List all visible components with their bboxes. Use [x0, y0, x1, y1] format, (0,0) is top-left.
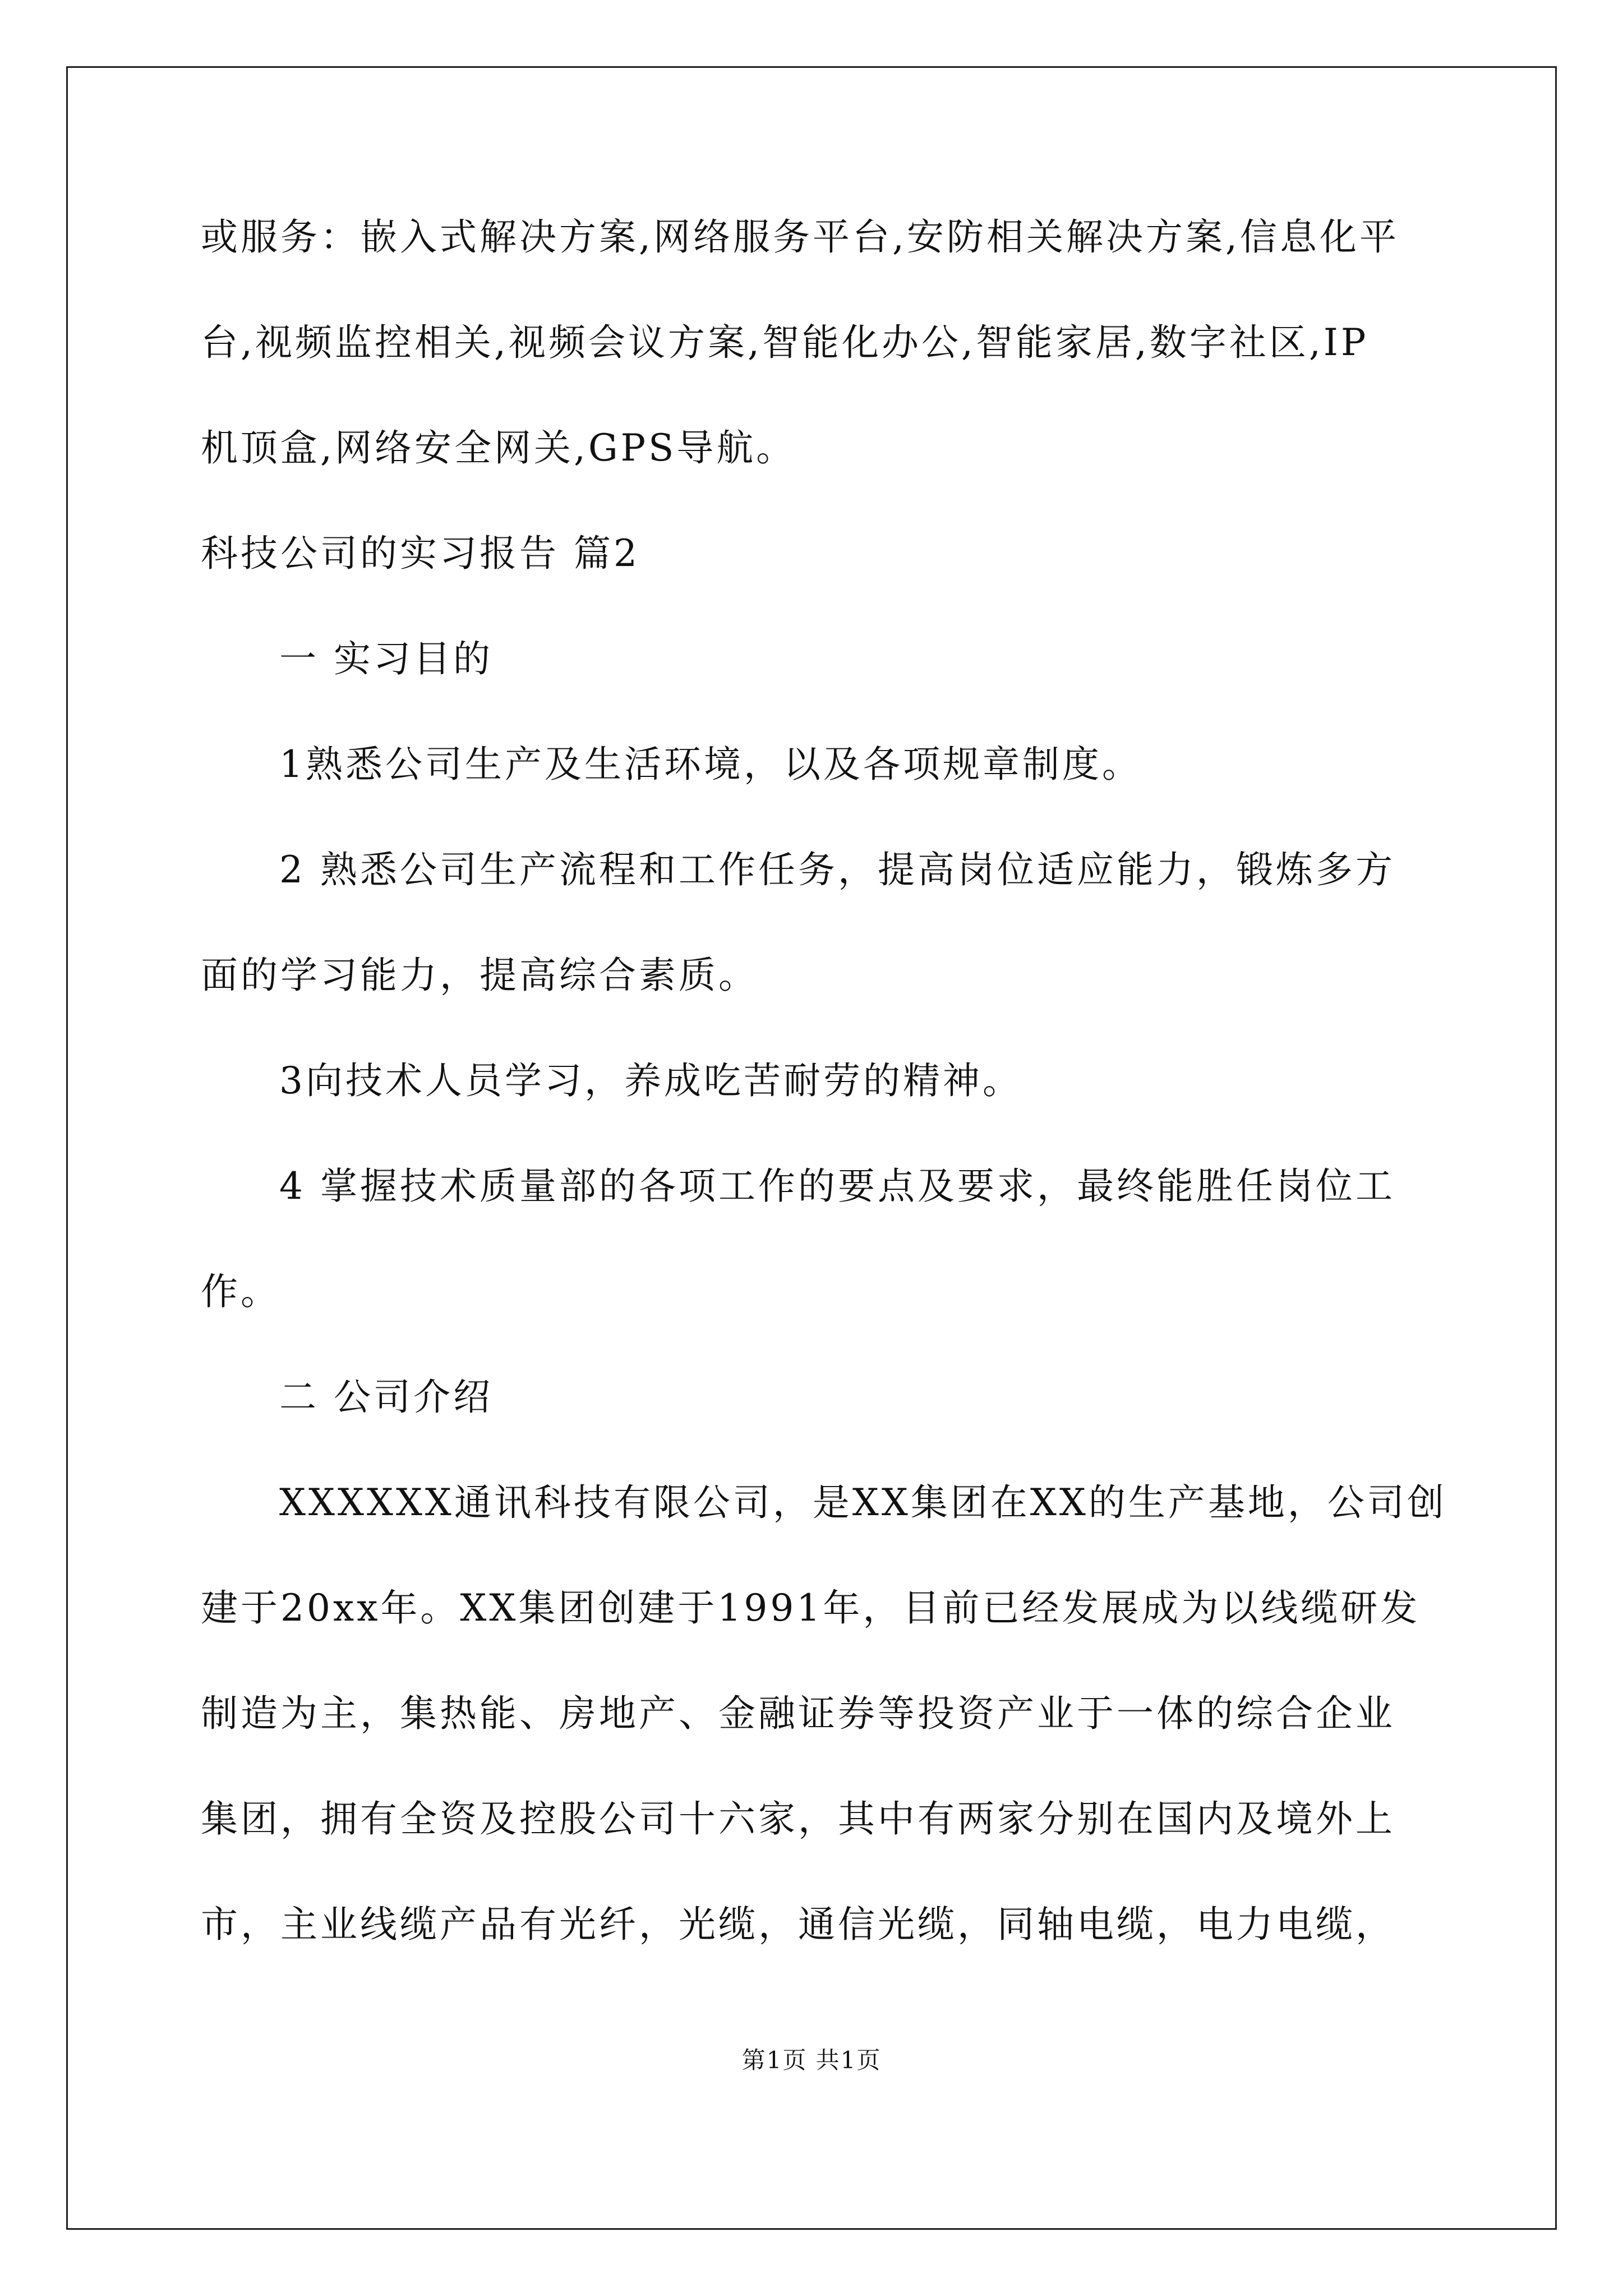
subheading-internship-purpose: 一 实习目的	[279, 637, 493, 680]
text-line-intro-4: 集团，拥有全资及控股公司十六家，其中有两家分别在国内及境外上	[201, 1797, 1395, 1841]
text-line-intro-1: XXXXXX通讯科技有限公司，是XX集团在XX的生产基地，公司创	[279, 1481, 1447, 1524]
subheading-company-intro: 二 公司介绍	[279, 1375, 493, 1419]
text-line-3: 机顶盒,网络安全网关,GPS导航。	[201, 426, 796, 470]
text-line-item-2: 2 熟悉公司生产流程和工作任务，提高岗位适应能力，锻炼多方	[279, 848, 1395, 891]
text-line-1: 或服务：嵌入式解决方案,网络服务平台,安防相关解决方案,信息化平	[201, 215, 1399, 259]
text-line-item-3: 3向技术人员学习，养成吃苦耐劳的精神。	[279, 1059, 1022, 1102]
text-line-item-1: 1熟悉公司生产及生活环境，以及各项规章制度。	[279, 743, 1142, 786]
text-line-intro-3: 制造为主，集热能、房地产、金融证券等投资产业于一体的综合企业	[201, 1692, 1395, 1735]
text-line-item-4: 4 掌握技术质量部的各项工作的要点及要求，最终能胜任岗位工	[279, 1165, 1395, 1208]
text-line-intro-5: 市，主业线缆产品有光纤，光缆，通信光缆，同轴电缆，电力电缆，	[201, 1903, 1395, 1946]
text-line-item-2-cont: 面的学习能力，提高综合素质。	[201, 954, 758, 997]
text-line-item-4-cont: 作。	[201, 1270, 280, 1313]
text-line-2: 台,视频监控相关,视频会议方案,智能化办公,智能家居,数字社区,IP	[201, 321, 1369, 364]
page-footer: 第1页 共1页	[741, 2046, 882, 2074]
text-line-intro-2: 建于20xx年。XX集团创建于1991年，目前已经发展成为以线缆研发	[201, 1586, 1421, 1630]
section-heading: 科技公司的实习报告 篇2	[201, 532, 640, 575]
